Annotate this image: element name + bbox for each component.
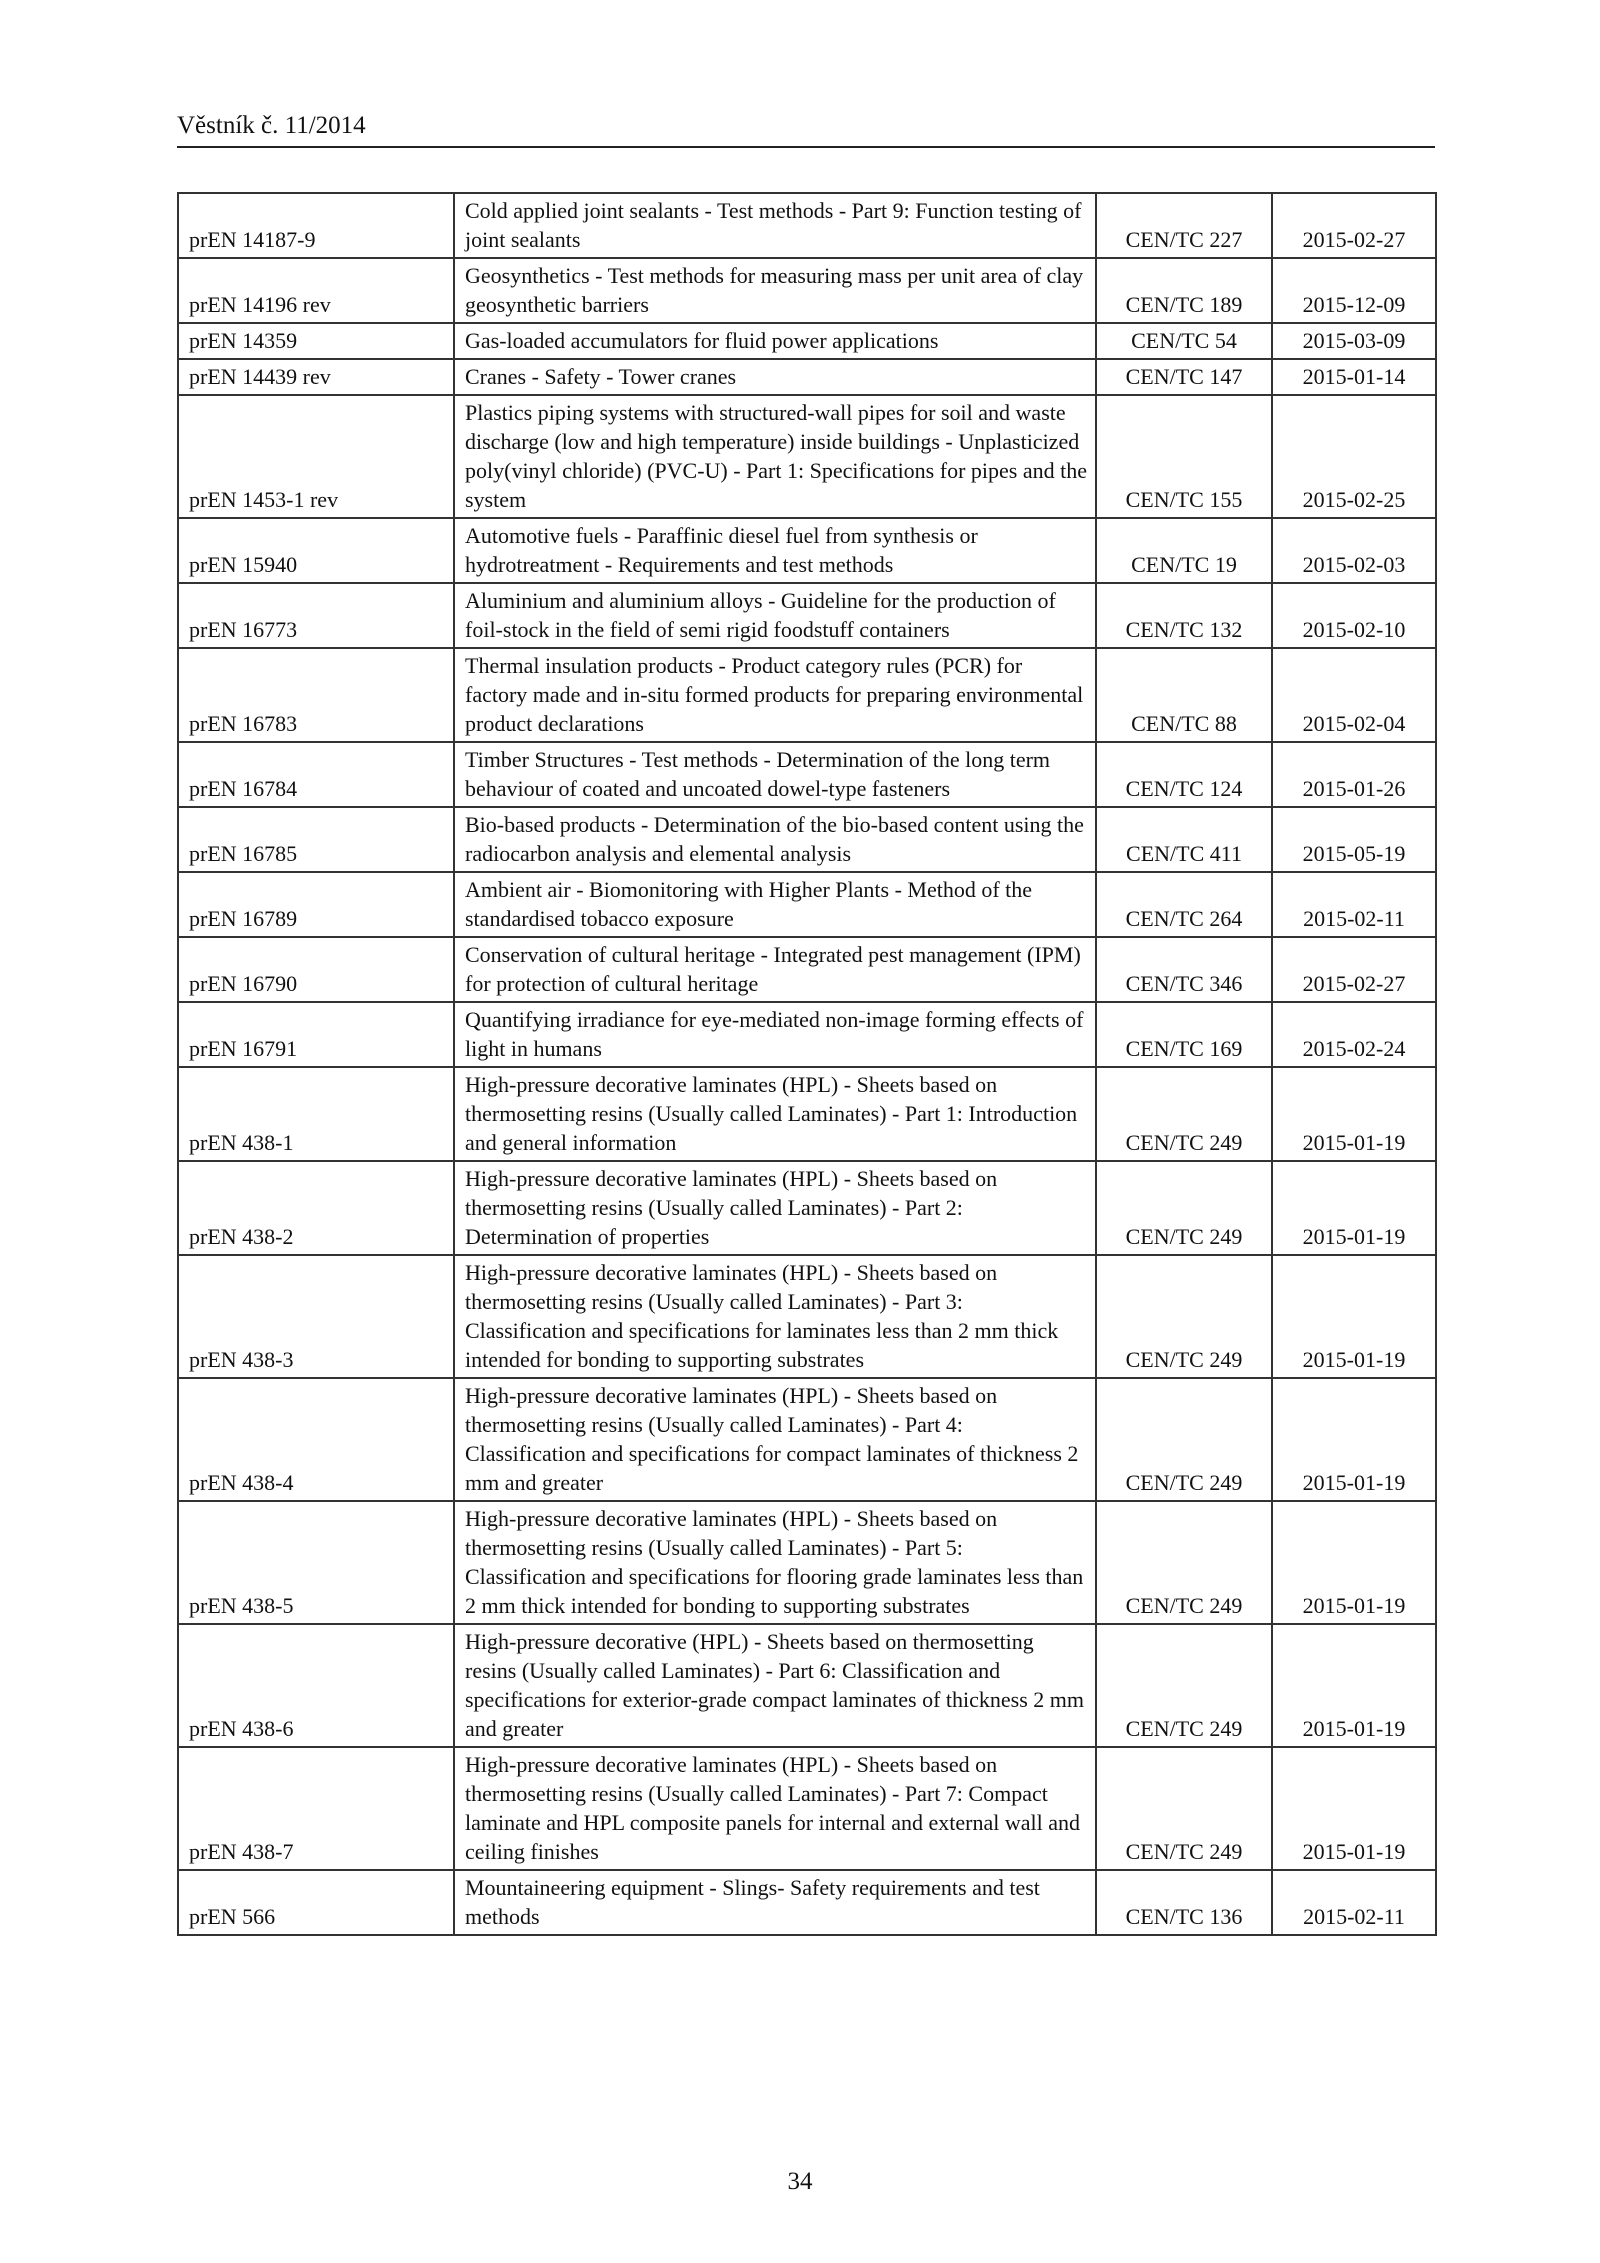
- table-row: [178, 1002, 1436, 1067]
- committee-cell: CEN/TC 54: [1096, 323, 1272, 359]
- table-row: [178, 648, 1436, 742]
- date-cell: 2015-01-19: [1272, 1624, 1436, 1747]
- table-row: [178, 518, 1436, 583]
- date-cell: 2015-02-27: [1272, 937, 1436, 1002]
- table-row: [178, 872, 1436, 937]
- committee-cell: CEN/TC 411: [1096, 807, 1272, 872]
- date-cell: 2015-02-10: [1272, 583, 1436, 648]
- header-title: Věstník č. 11/2014: [177, 112, 366, 139]
- code-cell: prEN 438-5: [178, 1501, 454, 1624]
- code-cell: prEN 438-3: [178, 1255, 454, 1378]
- title-cell: Gas-loaded accumulators for fluid power applications: [454, 323, 1096, 359]
- date-cell: 2015-02-11: [1272, 1870, 1436, 1935]
- title-cell: Timber Structures - Test methods - Determination of the long term behaviour of coated and uncoated dowel-type fasteners: [454, 742, 1096, 807]
- title-cell: Cranes - Safety - Tower cranes: [454, 359, 1096, 395]
- title-cell: High-pressure decorative (HPL) - Sheets based on thermosetting resins (Usually called Laminates) - Part 6: Classification and specifications for exterior-grade compact laminates of thickness 2 mm and greater: [454, 1624, 1096, 1747]
- table-row: [178, 395, 1436, 518]
- committee-cell: CEN/TC 346: [1096, 937, 1272, 1002]
- code-cell: prEN 16789: [178, 872, 454, 937]
- code-cell: prEN 438-4: [178, 1378, 454, 1501]
- table-row: [178, 359, 1436, 395]
- date-cell: 2015-01-19: [1272, 1501, 1436, 1624]
- code-cell: prEN 14359: [178, 323, 454, 359]
- code-cell: prEN 16791: [178, 1002, 454, 1067]
- date-cell: 2015-01-19: [1272, 1747, 1436, 1870]
- committee-cell: CEN/TC 136: [1096, 1870, 1272, 1935]
- committee-cell: CEN/TC 189: [1096, 258, 1272, 323]
- title-cell: High-pressure decorative laminates (HPL) - Sheets based on thermosetting resins (Usually called Laminates) - Part 3: Classification and specifications for laminates less than 2 mm thick intended for bonding to supporting substrates: [454, 1255, 1096, 1378]
- title-cell: High-pressure decorative laminates (HPL) - Sheets based on thermosetting resins (Usually called Laminates) - Part 2: Determination of properties: [454, 1161, 1096, 1255]
- committee-cell: CEN/TC 249: [1096, 1378, 1272, 1501]
- code-cell: prEN 14439 rev: [178, 359, 454, 395]
- code-cell: prEN 16790: [178, 937, 454, 1002]
- committee-cell: CEN/TC 249: [1096, 1067, 1272, 1161]
- date-cell: 2015-01-14: [1272, 359, 1436, 395]
- code-cell: prEN 16784: [178, 742, 454, 807]
- table-row: [178, 742, 1436, 807]
- table-row: [178, 1501, 1436, 1624]
- code-cell: prEN 438-7: [178, 1747, 454, 1870]
- title-cell: Quantifying irradiance for eye-mediated non-image forming effects of light in humans: [454, 1002, 1096, 1067]
- date-cell: 2015-01-26: [1272, 742, 1436, 807]
- date-cell: 2015-02-04: [1272, 648, 1436, 742]
- code-cell: prEN 14196 rev: [178, 258, 454, 323]
- standards-table-body: [178, 193, 1436, 1935]
- title-cell: Automotive fuels - Paraffinic diesel fuel from synthesis or hydrotreatment - Requirements and test methods: [454, 518, 1096, 583]
- standards-table: [177, 192, 1437, 1936]
- code-cell: prEN 1453-1 rev: [178, 395, 454, 518]
- date-cell: 2015-02-27: [1272, 193, 1436, 258]
- page-number: 34: [787, 2168, 813, 2195]
- code-cell: prEN 16773: [178, 583, 454, 648]
- table-row: [178, 193, 1436, 258]
- date-cell: 2015-01-19: [1272, 1161, 1436, 1255]
- title-cell: Ambient air - Biomonitoring with Higher Plants - Method of the standardised tobacco exposure: [454, 872, 1096, 937]
- code-cell: prEN 566: [178, 1870, 454, 1935]
- committee-cell: CEN/TC 147: [1096, 359, 1272, 395]
- code-cell: prEN 438-1: [178, 1067, 454, 1161]
- date-cell: 2015-02-25: [1272, 395, 1436, 518]
- committee-cell: CEN/TC 249: [1096, 1255, 1272, 1378]
- table-row: [178, 583, 1436, 648]
- committee-cell: CEN/TC 227: [1096, 193, 1272, 258]
- title-cell: High-pressure decorative laminates (HPL) - Sheets based on thermosetting resins (Usually called Laminates) - Part 1: Introduction and general information: [454, 1067, 1096, 1161]
- table-row: [178, 1747, 1436, 1870]
- committee-cell: CEN/TC 19: [1096, 518, 1272, 583]
- committee-cell: CEN/TC 249: [1096, 1624, 1272, 1747]
- code-cell: prEN 16785: [178, 807, 454, 872]
- table-row: [178, 807, 1436, 872]
- committee-cell: CEN/TC 124: [1096, 742, 1272, 807]
- code-cell: prEN 16783: [178, 648, 454, 742]
- title-cell: Mountaineering equipment - Slings- Safety requirements and test methods: [454, 1870, 1096, 1935]
- committee-cell: CEN/TC 155: [1096, 395, 1272, 518]
- date-cell: 2015-02-11: [1272, 872, 1436, 937]
- title-cell: Bio-based products - Determination of the bio-based content using the radiocarbon analysis and elemental analysis: [454, 807, 1096, 872]
- page-header: [177, 112, 1435, 148]
- committee-cell: CEN/TC 249: [1096, 1161, 1272, 1255]
- committee-cell: CEN/TC 249: [1096, 1747, 1272, 1870]
- committee-cell: CEN/TC 264: [1096, 872, 1272, 937]
- committee-cell: CEN/TC 249: [1096, 1501, 1272, 1624]
- title-cell: High-pressure decorative laminates (HPL) - Sheets based on thermosetting resins (Usually called Laminates) - Part 4: Classification and specifications for compact laminates of thickness 2 mm and greater: [454, 1378, 1096, 1501]
- date-cell: 2015-03-09: [1272, 323, 1436, 359]
- committee-cell: CEN/TC 88: [1096, 648, 1272, 742]
- title-cell: High-pressure decorative laminates (HPL) - Sheets based on thermosetting resins (Usually called Laminates) - Part 7: Compact laminate and HPL composite panels for internal and external wall and ceiling finishes: [454, 1747, 1096, 1870]
- code-cell: prEN 438-2: [178, 1161, 454, 1255]
- date-cell: 2015-01-19: [1272, 1255, 1436, 1378]
- committee-cell: CEN/TC 169: [1096, 1002, 1272, 1067]
- table-row: [178, 1067, 1436, 1161]
- date-cell: 2015-01-19: [1272, 1067, 1436, 1161]
- title-cell: Plastics piping systems with structured-wall pipes for soil and waste discharge (low and high temperature) inside buildings - Unplasticized poly(vinyl chloride) (PVC-U) - Part 1: Specifications for pipes and the system: [454, 395, 1096, 518]
- title-cell: Thermal insulation products - Product category rules (PCR) for factory made and in-situ formed products for preparing environmental product declarations: [454, 648, 1096, 742]
- title-cell: Aluminium and aluminium alloys - Guideline for the production of foil-stock in the field of semi rigid foodstuff containers: [454, 583, 1096, 648]
- table-row: [178, 323, 1436, 359]
- table-row: [178, 1161, 1436, 1255]
- title-cell: Geosynthetics - Test methods for measuring mass per unit area of clay geosynthetic barriers: [454, 258, 1096, 323]
- committee-cell: CEN/TC 132: [1096, 583, 1272, 648]
- date-cell: 2015-02-03: [1272, 518, 1436, 583]
- date-cell: 2015-05-19: [1272, 807, 1436, 872]
- title-cell: High-pressure decorative laminates (HPL) - Sheets based on thermosetting resins (Usually called Laminates) - Part 5: Classification and specifications for flooring grade laminates less than 2 mm thick intended for bonding to supporting substrates: [454, 1501, 1096, 1624]
- title-cell: Cold applied joint sealants - Test methods - Part 9: Function testing of joint sealants: [454, 193, 1096, 258]
- date-cell: 2015-02-24: [1272, 1002, 1436, 1067]
- code-cell: prEN 438-6: [178, 1624, 454, 1747]
- title-cell: Conservation of cultural heritage - Integrated pest management (IPM) for protection of cultural heritage: [454, 937, 1096, 1002]
- table-row: [178, 1624, 1436, 1747]
- table-row: [178, 1870, 1436, 1935]
- code-cell: prEN 15940: [178, 518, 454, 583]
- date-cell: 2015-12-09: [1272, 258, 1436, 323]
- table-row: [178, 1255, 1436, 1378]
- table-row: [178, 258, 1436, 323]
- table-row: [178, 1378, 1436, 1501]
- code-cell: prEN 14187-9: [178, 193, 454, 258]
- date-cell: 2015-01-19: [1272, 1378, 1436, 1501]
- table-row: [178, 937, 1436, 1002]
